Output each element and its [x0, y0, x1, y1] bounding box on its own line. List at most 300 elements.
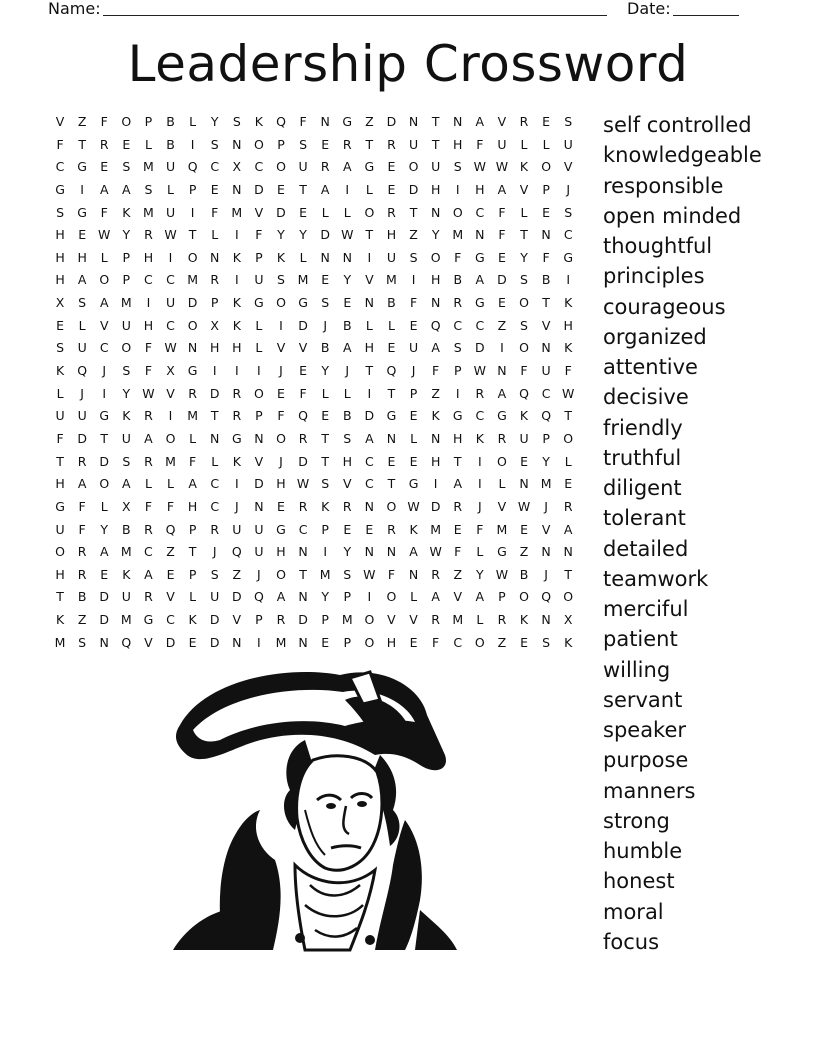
word-list-item: knowledgeable — [603, 143, 762, 168]
grid-letter: O — [276, 566, 286, 582]
name-label: Name: — [48, 0, 101, 18]
grid-letter: P — [122, 249, 131, 265]
word-list-item: focus — [603, 929, 660, 954]
grid-letter: I — [455, 181, 460, 197]
grid-letter: S — [78, 295, 87, 311]
grid-letter: W — [296, 476, 310, 492]
grid-letter: N — [453, 114, 463, 129]
grid-letter: P — [255, 612, 263, 628]
grid-letter: L — [56, 385, 64, 401]
grid-letter: W — [517, 498, 531, 514]
grid-letter: M — [143, 159, 154, 175]
grid-letter: E — [299, 204, 308, 220]
grid-letter: D — [276, 204, 286, 220]
grid-letter: R — [387, 204, 396, 220]
grid-letter: Z — [409, 227, 418, 243]
grid-letter: G — [386, 408, 397, 424]
grid-letter: G — [254, 295, 264, 311]
grid-letter: R — [144, 227, 153, 243]
grid-letter: U — [232, 521, 242, 537]
grid-letter: I — [455, 385, 460, 401]
grid-letter: F — [498, 204, 506, 220]
grid-letter: G — [563, 249, 574, 265]
grid-letter: A — [276, 589, 286, 605]
grid-letter: G — [298, 295, 308, 311]
grid-letter: L — [189, 114, 197, 129]
grid-letter: M — [143, 204, 154, 220]
grid-letter: G — [77, 204, 87, 220]
grid-letter: G — [55, 498, 65, 514]
grid-letter: F — [476, 136, 484, 152]
grid-letter: P — [409, 385, 418, 401]
grid-letter: N — [298, 589, 308, 605]
grid-letter: E — [188, 634, 197, 650]
grid-letter: A — [475, 114, 485, 129]
grid-letter: U — [254, 521, 264, 537]
page-title: Leadership Crossword — [127, 35, 689, 93]
grid-letter: D — [165, 634, 176, 650]
grid-letter: M — [165, 453, 176, 469]
grid-letter: Q — [187, 159, 198, 175]
grid-letter: L — [189, 589, 197, 605]
grid-letter: E — [520, 634, 528, 650]
grid-letter: J — [544, 566, 548, 582]
grid-letter: E — [409, 408, 418, 424]
grid-letter: L — [167, 181, 174, 197]
grid-letter: G — [497, 408, 507, 424]
grid-letter: B — [541, 272, 551, 288]
grid-letter: X — [563, 612, 573, 628]
grid-letter: M — [120, 612, 132, 628]
grid-letter: S — [299, 136, 308, 152]
grid-letter: A — [409, 544, 418, 560]
grid-letter: V — [541, 317, 551, 333]
grid-letter: N — [475, 227, 485, 243]
grid-letter: Y — [431, 227, 440, 243]
grid-letter: P — [277, 136, 285, 152]
word-list-item: decisive — [603, 385, 689, 410]
grid-letter: D — [254, 476, 264, 492]
grid-letter: N — [563, 544, 573, 560]
grid-letter: Q — [430, 317, 441, 333]
grid-letter: U — [254, 544, 264, 560]
grid-letter: U — [77, 408, 87, 424]
grid-letter: E — [387, 159, 396, 175]
grid-letter: R — [453, 295, 463, 311]
grid-letter: R — [387, 136, 396, 152]
grid-letter: M — [231, 204, 243, 220]
grid-letter: W — [363, 566, 376, 582]
grid-letter: N — [187, 340, 198, 356]
grid-letter: F — [211, 204, 219, 220]
grid-letter: D — [497, 272, 507, 288]
grid-letter: O — [276, 430, 286, 446]
grid-letter: F — [166, 498, 175, 514]
grid-letter: I — [367, 385, 372, 401]
grid-letter: L — [189, 430, 197, 446]
grid-letter: D — [99, 453, 110, 469]
grid-letter: S — [564, 114, 573, 129]
grid-letter: C — [254, 159, 264, 175]
grid-letter: I — [102, 385, 107, 401]
grid-letter: I — [257, 634, 261, 650]
grid-letter: M — [496, 521, 508, 537]
grid-letter: T — [365, 227, 374, 243]
grid-letter: K — [564, 340, 573, 356]
grid-letter: U — [519, 430, 529, 446]
grid-letter: I — [168, 249, 173, 265]
grid-letter: G — [55, 181, 65, 197]
grid-letter: E — [166, 566, 175, 582]
grid-letter: L — [343, 385, 351, 401]
grid-letter: H — [453, 136, 463, 152]
grid-letter: V — [254, 204, 264, 220]
grid-letter: G — [364, 159, 375, 175]
grid-letter: Q — [276, 114, 286, 129]
word-list-item: courageous — [603, 294, 726, 319]
grid-letter: K — [122, 408, 131, 424]
grid-letter: L — [321, 204, 329, 220]
grid-letter: U — [165, 295, 176, 311]
grid-letter: H — [276, 544, 286, 560]
grid-letter: E — [497, 295, 506, 311]
grid-letter: C — [210, 159, 220, 175]
grid-letter: D — [364, 408, 375, 424]
grid-letter: D — [77, 430, 87, 446]
grid-letter: F — [78, 521, 86, 537]
grid-letter: P — [498, 589, 506, 605]
grid-letter: K — [564, 634, 573, 650]
grid-letter: T — [431, 114, 440, 129]
grid-letter: J — [477, 498, 482, 514]
grid-letter: L — [144, 476, 152, 492]
grid-letter: E — [321, 136, 330, 152]
grid-letter: A — [188, 476, 197, 492]
grid-letter: F — [189, 453, 197, 469]
grid-letter: L — [255, 340, 263, 356]
grid-letter: R — [144, 453, 153, 469]
grid-letter: L — [78, 317, 86, 333]
grid-letter: C — [210, 476, 220, 492]
word-list-item: principles — [603, 264, 705, 289]
grid-letter: S — [520, 317, 528, 333]
grid-letter: C — [55, 159, 65, 175]
grid-letter: E — [520, 453, 528, 469]
grid-letter: L — [144, 136, 152, 152]
grid-letter: Z — [453, 566, 463, 582]
grid-letter: P — [255, 249, 263, 265]
grid-letter: E — [210, 181, 219, 197]
grid-letter: F — [476, 521, 484, 537]
grid-letter: N — [364, 295, 375, 311]
grid-letter: R — [77, 453, 87, 469]
grid-letter: Z — [519, 544, 529, 560]
grid-letter: D — [99, 589, 110, 605]
word-list-item: purpose — [603, 748, 689, 773]
grid-letter: N — [541, 227, 551, 243]
grid-letter: D — [298, 317, 308, 333]
grid-letter: J — [411, 363, 416, 379]
grid-letter: H — [210, 340, 220, 356]
grid-letter: I — [212, 363, 217, 379]
grid-letter: O — [474, 634, 485, 650]
grid-letter: R — [77, 566, 87, 582]
grid-letter: H — [55, 476, 65, 492]
grid-letter: H — [475, 181, 485, 197]
grid-letter: L — [520, 204, 528, 220]
grid-letter: I — [80, 181, 84, 197]
grid-letter: G — [342, 114, 353, 129]
grid-letter: A — [77, 476, 87, 492]
grid-letter: K — [232, 249, 241, 265]
grid-letter: T — [365, 363, 374, 379]
grid-letter: Z — [77, 114, 87, 129]
grid-letter: I — [234, 363, 239, 379]
grid-letter: V — [563, 159, 573, 175]
grid-letter: S — [542, 634, 551, 650]
grid-letter: R — [497, 430, 507, 446]
grid-letter: J — [544, 498, 548, 514]
grid-letter: L — [321, 385, 329, 401]
grid-letter: T — [56, 453, 64, 469]
word-list-item: thoughtful — [603, 234, 713, 258]
grid-letter: F — [299, 385, 307, 401]
grid-letter: O — [364, 634, 375, 650]
grid-letter: K — [254, 114, 263, 129]
grid-letter: W — [495, 566, 509, 582]
word-list-item: strong — [603, 808, 670, 833]
header — [0, 0, 816, 20]
grid-letter: O — [121, 114, 132, 129]
grid-letter: U — [55, 521, 65, 537]
grid-letter: F — [100, 204, 108, 220]
grid-letter: G — [497, 544, 507, 560]
grid-letter: U — [254, 272, 264, 288]
grid-letter: N — [254, 430, 264, 446]
grid-letter: S — [321, 476, 330, 492]
grid-letter: D — [187, 295, 198, 311]
grid-letter: A — [365, 430, 374, 446]
grid-letter: V — [497, 498, 507, 514]
grid-letter: T — [321, 430, 329, 446]
grid-letter: T — [520, 227, 528, 243]
grid-letter: R — [431, 612, 440, 628]
grid-letter: E — [343, 295, 352, 311]
grid-letter: L — [299, 249, 307, 265]
grid-letter: H — [232, 340, 242, 356]
grid-letter: Q — [121, 634, 132, 650]
grid-letter: J — [102, 363, 107, 379]
grid-letter: E — [343, 521, 352, 537]
grid-letter: L — [255, 317, 263, 333]
grid-letter: R — [144, 589, 153, 605]
grid-letter: C — [298, 521, 308, 537]
grid-letter: H — [386, 227, 397, 243]
grid-letter: R — [431, 566, 440, 582]
grid-letter: B — [166, 114, 175, 129]
grid-letter: I — [323, 544, 328, 560]
word-list-item: responsible — [603, 173, 724, 198]
grid-letter: E — [321, 272, 330, 288]
grid-letter: K — [55, 612, 65, 628]
grid-letter: R — [144, 521, 153, 537]
grid-letter: B — [77, 589, 87, 605]
george-washington-portrait — [165, 660, 465, 960]
grid-letter: N — [342, 249, 352, 265]
grid-letter: A — [99, 544, 109, 560]
grid-letter: G — [474, 295, 485, 311]
grid-letter: O — [519, 340, 529, 356]
grid-letter: N — [408, 114, 419, 129]
grid-letter: I — [190, 136, 195, 152]
grid-letter: F — [432, 634, 440, 650]
grid-letter: B — [320, 340, 330, 356]
grid-letter: Z — [497, 317, 507, 333]
grid-letter: L — [410, 430, 418, 446]
grid-letter: R — [320, 159, 330, 175]
grid-letter: N — [320, 114, 330, 129]
grid-letter: Q — [541, 408, 552, 424]
word-list-item: merciful — [603, 597, 689, 621]
grid-letter: M — [54, 634, 66, 650]
grid-letter: T — [188, 544, 197, 560]
grid-letter: O — [497, 453, 507, 469]
grid-letter: F — [454, 544, 462, 560]
grid-letter: N — [430, 295, 441, 311]
grid-letter: F — [432, 363, 440, 379]
grid-letter: F — [299, 114, 307, 129]
grid-letter: J — [257, 566, 261, 582]
grid-letter: V — [254, 453, 264, 469]
grid-letter: D — [99, 612, 110, 628]
grid-letter: W — [429, 544, 442, 560]
grid-letter: C — [475, 317, 485, 333]
grid-letter: N — [210, 430, 220, 446]
grid-letter: M — [120, 544, 132, 560]
grid-letter: U — [121, 589, 131, 605]
grid-letter: N — [254, 498, 264, 514]
grid-letter: R — [99, 136, 109, 152]
grid-letter: M — [341, 612, 353, 628]
grid-letter: Y — [343, 544, 352, 560]
grid-letter: F — [255, 227, 263, 243]
grid-letter: V — [276, 340, 286, 356]
grid-letter: F — [542, 249, 550, 265]
grid-letter: O — [187, 317, 198, 333]
grid-letter: O — [364, 204, 375, 220]
grid-letter: H — [430, 453, 441, 469]
grid-letter: U — [298, 159, 308, 175]
grid-letter: N — [320, 249, 330, 265]
grid-letter: D — [430, 498, 441, 514]
grid-letter: N — [386, 430, 397, 446]
grid-letter: C — [144, 544, 153, 560]
grid-letter: K — [232, 295, 241, 311]
grid-letter: L — [343, 204, 351, 220]
grid-letter: P — [542, 430, 550, 446]
grid-letter: Q — [386, 363, 397, 379]
grid-letter: L — [520, 136, 528, 152]
grid-letter: T — [56, 589, 64, 605]
grid-letter: V — [497, 114, 507, 129]
grid-letter: M — [187, 272, 198, 288]
grid-letter: S — [122, 453, 131, 469]
grid-letter: I — [234, 476, 239, 492]
grid-letter: A — [475, 272, 485, 288]
grid-letter: L — [387, 317, 395, 333]
grid-letter: T — [453, 453, 462, 469]
grid-letter: T — [564, 408, 573, 424]
grid-letter: C — [166, 612, 175, 628]
grid-letter: Y — [122, 227, 131, 243]
grid-letter: H — [55, 272, 65, 288]
grid-letter: M — [430, 521, 442, 537]
grid-letter: S — [56, 340, 65, 356]
grid-letter: I — [367, 589, 372, 605]
grid-letter: P — [255, 408, 263, 424]
grid-letter: R — [232, 385, 242, 401]
grid-letter: M — [452, 227, 464, 243]
letter-grid — [49, 111, 579, 654]
grid-letter: E — [564, 476, 573, 492]
grid-letter: R — [77, 544, 87, 560]
grid-letter: N — [519, 476, 529, 492]
grid-letter: W — [142, 385, 155, 401]
grid-letter: E — [78, 227, 87, 243]
grid-letter: G — [408, 476, 419, 492]
grid-letter: U — [55, 408, 65, 424]
grid-letter: V — [166, 589, 175, 605]
grid-letter: F — [56, 136, 64, 152]
grid-letter: S — [232, 114, 241, 129]
grid-letter: M — [120, 295, 132, 311]
grid-letter: Q — [298, 408, 308, 424]
grid-letter: D — [408, 181, 419, 197]
grid-letter: O — [519, 295, 529, 311]
grid-letter: Y — [343, 272, 352, 288]
grid-letter: S — [564, 204, 573, 220]
grid-letter: V — [144, 634, 153, 650]
grid-letter: T — [299, 181, 307, 197]
grid-letter: R — [475, 385, 485, 401]
grid-letter: V — [166, 385, 175, 401]
grid-letter: O — [121, 340, 132, 356]
grid-letter: V — [342, 476, 352, 492]
grid-letter: E — [277, 385, 285, 401]
grid-letter: K — [55, 363, 65, 379]
grid-letter: S — [409, 249, 418, 265]
grid-letter: F — [144, 498, 153, 514]
grid-letter: N — [497, 363, 507, 379]
date-label: Date: — [627, 0, 671, 18]
grid-letter: H — [364, 340, 375, 356]
grid-letter: A — [144, 566, 153, 582]
grid-letter: U — [408, 136, 419, 152]
grid-letter: E — [100, 566, 109, 582]
grid-letter: S — [277, 272, 285, 288]
grid-letter: G — [99, 408, 110, 424]
grid-letter: I — [500, 340, 504, 356]
grid-letter: C — [563, 227, 573, 243]
grid-letter: E — [409, 634, 418, 650]
grid-letter: T — [299, 566, 307, 582]
word-list-item: honest — [603, 869, 675, 894]
grid-letter: F — [498, 227, 506, 243]
grid-letter: H — [430, 272, 441, 288]
grid-letter: P — [321, 521, 329, 537]
grid-letter: Z — [431, 385, 440, 401]
grid-letter: E — [409, 317, 418, 333]
